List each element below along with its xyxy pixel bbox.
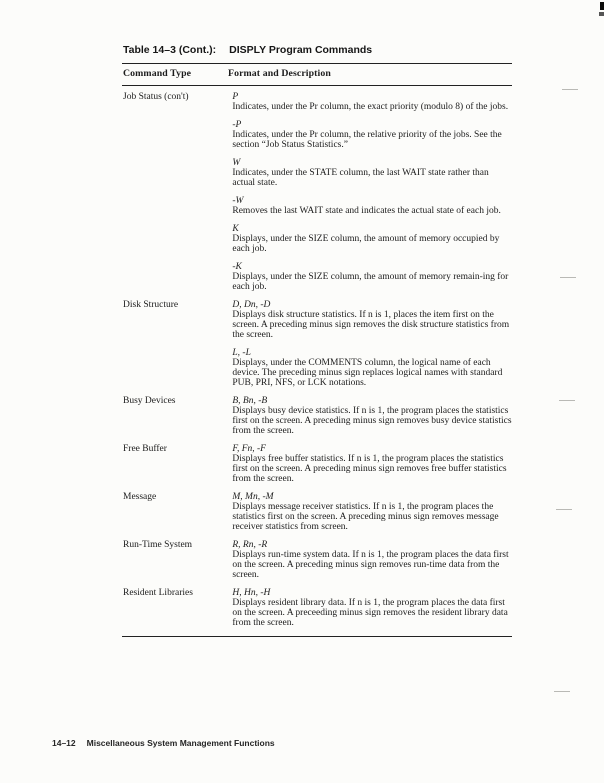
column-header-command-type: Command Type	[123, 68, 192, 79]
format-entry	[232, 492, 512, 532]
format-entry	[232, 120, 512, 150]
table-bottom-rule	[122, 636, 512, 637]
command-type-cell: Job Status (con't)	[123, 92, 189, 102]
scan-artifact-tick	[560, 277, 576, 278]
format-code: W	[232, 158, 241, 168]
table-caption-title: DISPLY Program Commands	[229, 44, 373, 56]
format-cell	[232, 300, 512, 396]
format-description: Displays, under the SIZE column, the amount of memory occupied by each job.	[232, 234, 500, 254]
format-cell	[232, 92, 512, 300]
format-code: H, Hn, -H	[232, 588, 271, 598]
format-description: Displays message receiver statistics. If n is 1, the program places the statistics first on the screen. A preceding minus sign removes message receiver statistics from screen.	[232, 502, 499, 532]
format-code: F, Fn, -F	[232, 444, 266, 454]
page-number: 14–12	[52, 738, 76, 748]
format-description: Indicates, under the STATE column, the last WAIT state rather than actual state.	[232, 168, 489, 188]
format-entry	[232, 396, 512, 436]
table-row	[123, 540, 512, 588]
format-description: Displays disk structure statistics. If n is 1, places the item first on the screen. A preceding minus sign removes the disk structure statistics from the screen.	[232, 310, 510, 340]
table-row	[123, 300, 512, 396]
format-code: -P	[232, 120, 242, 130]
format-entry	[232, 348, 512, 388]
format-code: R, Rn, -R	[232, 540, 268, 550]
table-caption-label: Table 14–3 (Cont.):	[123, 44, 217, 56]
format-code: B, Bn, -B	[232, 396, 268, 406]
scan-artifact-corner	[599, 12, 604, 16]
format-code: P	[232, 92, 239, 102]
table-header-row	[122, 64, 512, 85]
footer-section-title: Miscellaneous System Management Functions	[86, 738, 275, 748]
page-footer	[52, 738, 275, 748]
table-caption	[123, 44, 372, 56]
command-type-cell: Free Buffer	[123, 444, 167, 454]
table-row	[123, 396, 512, 444]
format-description: Indicates, under the Pr column, the exact priority (modulo 8) of the jobs.	[232, 102, 509, 112]
table-row	[123, 444, 512, 492]
format-description: Displays resident library data. If n is 1, the program places the data first on the screen. A preceeding minus sign removes the resident library data from the screen.	[232, 598, 508, 628]
format-code: K	[232, 224, 239, 234]
table-row	[123, 588, 512, 636]
table-row	[123, 492, 512, 540]
scan-artifact-corner	[600, 2, 604, 10]
format-description: Displays free buffer statistics. If n is 1, the program places the statistics first on the screen. A preceding minus sign removes free buffer statistics from the screen.	[232, 454, 507, 484]
format-code: -W	[232, 196, 244, 206]
format-code: -K	[232, 262, 242, 272]
commands-table	[122, 63, 512, 637]
command-type-cell: Disk Structure	[123, 300, 179, 310]
scan-artifact-tick	[562, 89, 578, 90]
format-entry	[232, 540, 512, 580]
command-type-cell: Run-Time System	[123, 540, 193, 550]
format-entry	[232, 224, 512, 254]
format-entry	[232, 196, 512, 216]
scan-artifact-tick	[559, 400, 575, 401]
format-code: M, Mn, -M	[232, 492, 274, 502]
format-entry	[232, 158, 512, 188]
format-description: Displays, under the COMMENTS column, the logical name of each device. The preceding minus sign replaces logical names with standard PUB, PRI, NFS, or LCK notations.	[232, 358, 503, 388]
command-type-cell: Busy Devices	[123, 396, 176, 406]
format-entry	[232, 444, 512, 484]
format-cell	[232, 492, 512, 540]
command-type-cell: Resident Libraries	[123, 588, 193, 598]
column-header-format: Format and Description	[228, 68, 331, 79]
format-cell	[232, 396, 512, 444]
format-description: Displays, under the SIZE column, the amount of memory remain-ing for each job.	[232, 272, 509, 292]
format-description: Removes the last WAIT state and indicates the actual state of each job.	[232, 206, 501, 216]
table-row	[123, 92, 512, 300]
format-cell	[232, 588, 512, 636]
format-entry	[232, 262, 512, 292]
format-description: Indicates, under the Pr column, the relative priority of the jobs. See the section “Job Status Statistics.”	[232, 130, 502, 150]
format-code: D, Dn, -D	[232, 300, 271, 310]
table-body	[122, 86, 512, 636]
format-description: Displays run-time system data. If n is 1, the program places the data first on the screen. A preceding minus sign removes run-time data from the screen.	[232, 550, 509, 580]
scan-artifact-tick	[556, 509, 572, 510]
format-entry	[232, 300, 512, 340]
format-entry	[232, 588, 512, 628]
scan-artifact-tick	[554, 691, 570, 692]
format-entry	[232, 92, 512, 112]
format-description: Displays busy device statistics. If n is 1, the program places the statistics first on the screen. A preceding minus sign removes busy device statistics from the screen.	[232, 406, 512, 436]
format-cell	[232, 444, 512, 492]
format-cell	[232, 540, 512, 588]
format-code: L, -L	[232, 348, 251, 358]
command-type-cell: Message	[123, 492, 157, 502]
